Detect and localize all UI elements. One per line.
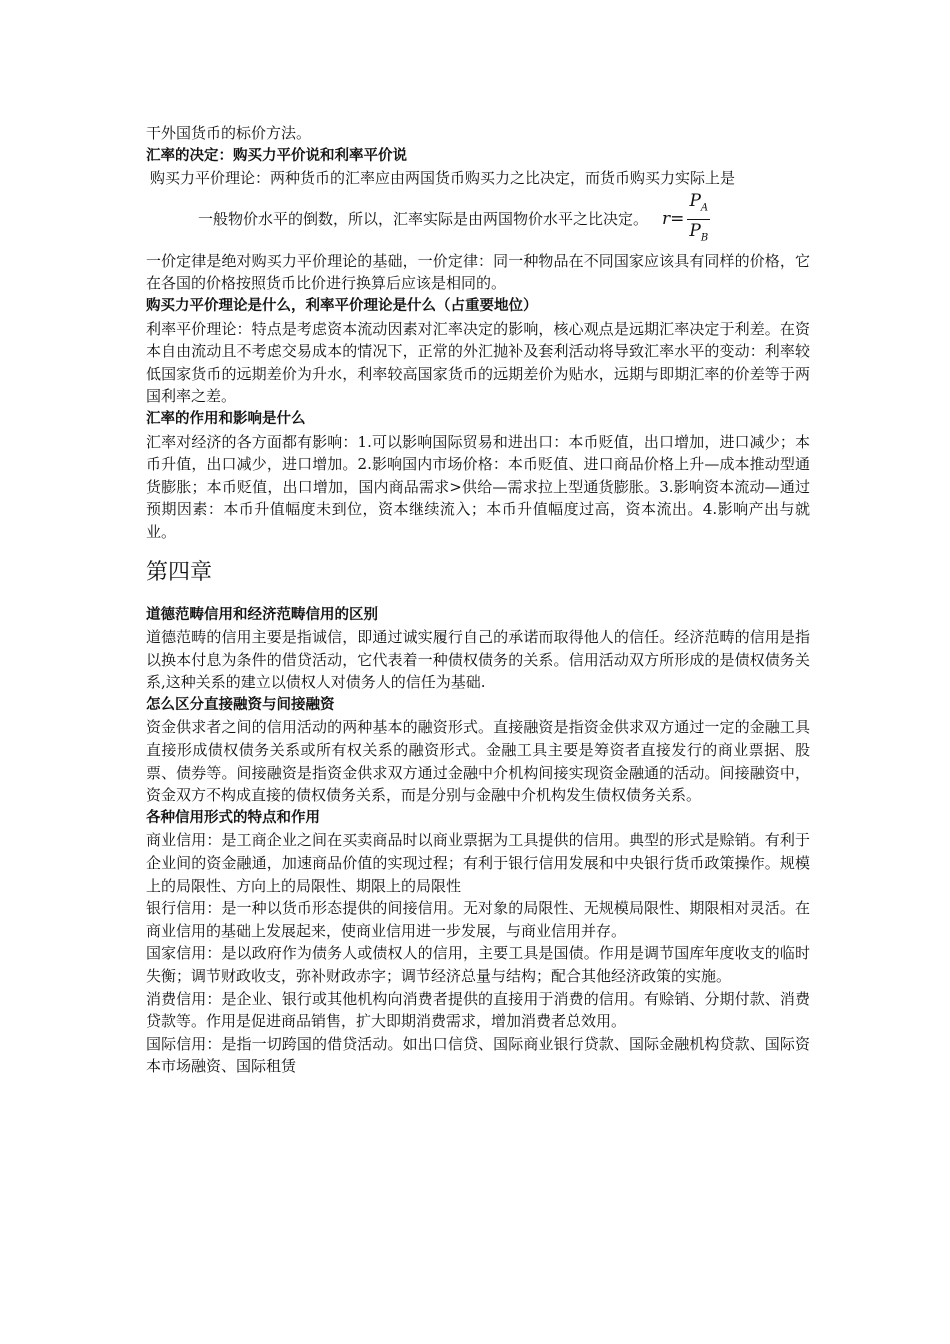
paragraph: 国家信用：是以政府作为债务人或债权人的信用，主要工具是国债。作用是调节国库年度收支的临时失衡；调节财政收支，弥补财政赤字；调节经济总量与结构；配合其他经济政策的实施。: [146, 944, 810, 985]
section-heading: 汇率的作用和影响是什么: [146, 410, 306, 427]
paragraph: 一价定律是绝对购买力平价理论的基础，一价定律：同一种物品在不同国家应该具有同样的价格，它在各国的价格按照货币比价进行换算后应该是相同的。: [146, 251, 810, 293]
paragraph: 资金供求者之间的信用活动的两种基本的融资形式。直接融资是指资金供求双方通过一定的金融工具直接形成债权债务关系或所有权关系的融资形式。金融工具主要是筹资者直接发行的商业票据、股票、债券等。间接融资是指资金供求双方通过金融中介机构间接实现资金融通的活动。间接融资中，资金双方不构成直接的债权债务关系，而是分别与金融中介机构发生债权债务关系。: [146, 718, 810, 805]
paragraph: 消费信用：是企业、银行或其他机构向消费者提供的直接用于消费的信用。有赊销、分期付款、消费贷款等。作用是促进商品销售，扩大即期消费需求，增加消费者总效用。: [146, 989, 810, 1031]
section-heading: 怎么区分直接融资与间接融资: [146, 696, 335, 713]
section-heading: 汇率的决定：购买力平价说和利率平价说: [146, 147, 407, 164]
formula-line: [146, 190, 810, 250]
paragraph: 汇率对经济的各方面都有影响：1.可以影响国际贸易和进出口：本币贬值，出口增加，进口减少；本币升值，出口减少，进口增加。2.影响国内市场价格：本币贬值、进口商品价格上升—成本推动型通货膨胀；本币贬值，出口增加，国内商品需求>供给—需求拉上型通货膨胀。3.影响资本流动—通过预期因素：本币升值幅度未到位，资本继续流入；本币升值幅度过高，资本流出。4.影响产出与就业。: [146, 432, 810, 541]
paragraph: 商业信用：是工商企业之间在买卖商品时以商业票据为工具提供的信用。典型的形式是赊销。有利于企业间的资金融通，加速商品价值的实现过程；有利于银行信用发展和中央银行货币政策操作。规模上的局限性、方向上的局限性、期限上的局限性: [146, 831, 810, 895]
chapter-title: 第四章: [146, 559, 213, 585]
section-heading: 各种信用形式的特点和作用: [146, 809, 320, 826]
section-heading: 道德范畴信用和经济范畴信用的区别: [146, 606, 378, 623]
paragraph: 利率平价理论：特点是考虑资本流动因素对汇率决定的影响，核心观点是远期汇率决定于利差。在资本自由流动且不考虑交易成本的情况下，正常的外汇抛补及套利活动将导致汇率水平的变动：利率较低国家货币的远期差价为升水，利率较高国家货币的远期差价为贴水，远期与即期汇率的价差等于两国利率之差。: [146, 319, 810, 406]
document-page: [146, 122, 810, 1078]
paragraph: 干外国货币的标价方法。: [146, 124, 312, 142]
section-heading: 购买力平价理论是什么，利率平价理论是什么（占重要地位）: [146, 297, 538, 314]
paragraph: 购买力平价理论：两种货币的汇率应由两国货币购买力之比决定，而货币购买力实际上是: [150, 169, 736, 188]
formula-numerator: $P_A$: [689, 190, 709, 214]
formula-fraction: [687, 190, 710, 250]
formula-lhs: r: [662, 209, 671, 230]
formula-denominator: $P_B$: [689, 221, 709, 244]
paragraph: 一般物价水平的倒数，所以，汇率实际是由两国物价水平之比决定。: [198, 210, 649, 229]
paragraph: 国际信用：是指一切跨国的借贷活动。如出口信贷、国际商业银行贷款、国际金融机构贷款、国际资本市场融资、国际租赁: [146, 1034, 810, 1076]
paragraph: 银行信用：是一种以货币形态提供的间接信用。无对象的局限性、无规模局限性、期限相对灵活。在商业信用的基础上发展起来，使商业信用进一步发展，与商业信用并存。: [146, 899, 810, 940]
exchange-rate-formula: [662, 190, 710, 250]
paragraph: 道德范畴的信用主要是指诚信，即通过诚实履行自己的承诺而取得他人的信任。经济范畴的信用是指以换本付息为条件的借贷活动，它代表着一种债权债务的关系。信用活动双方所形成的是债权债务关系,这种关系的建立以债权人对债务人的信任为基础.: [146, 628, 810, 692]
formula-equals: =: [670, 209, 685, 230]
